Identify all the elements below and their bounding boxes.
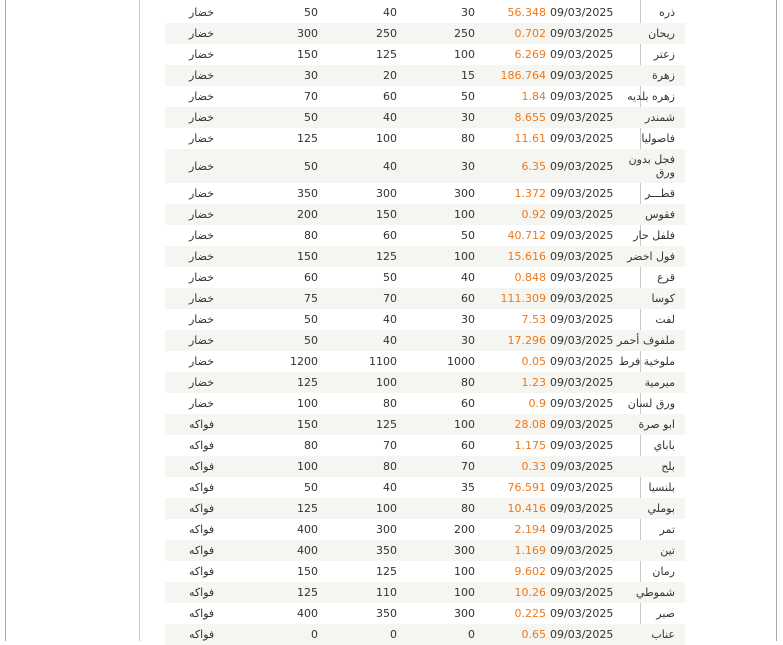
prices-table-wrapper	[165, 2, 675, 645]
cell-item-name: ابو صرة	[613, 414, 685, 435]
cell-min-price: 15	[399, 65, 477, 86]
cell-change: 40.712	[507, 229, 546, 242]
cell-change: 0.65	[477, 624, 548, 645]
table-row	[165, 288, 685, 309]
cell-date: 09/03/2025	[548, 498, 613, 519]
cell-avg-price: 125	[320, 414, 399, 435]
table-row	[165, 23, 685, 44]
cell-date: 09/03/2025	[548, 288, 613, 309]
table-row	[165, 183, 685, 204]
cell-date: 09/03/2025	[550, 523, 613, 536]
cell-change: 1.84	[521, 90, 546, 103]
cell-item-name: بلنسيا	[648, 481, 675, 494]
cell-date: 09/03/2025	[548, 107, 613, 128]
cell-change: 10.416	[477, 498, 548, 519]
cell-min-price: 300	[454, 607, 475, 620]
cell-category: خضار	[165, 149, 221, 183]
cell-min-price: 100	[454, 565, 475, 578]
cell-max-price: 100	[297, 397, 318, 410]
table-row	[165, 456, 685, 477]
cell-max-price: 400	[297, 523, 318, 536]
table-row	[165, 309, 685, 330]
cell-avg-price: 110	[320, 582, 399, 603]
cell-change: 0.702	[477, 23, 548, 44]
cell-category: خضار	[165, 330, 221, 351]
cell-min-price: 80	[399, 498, 477, 519]
cell-change: 76.591	[507, 481, 546, 494]
cell-avg-price: 150	[320, 204, 399, 225]
cell-change: 10.26	[477, 582, 548, 603]
cell-date: 09/03/2025	[548, 204, 613, 225]
cell-item-name: ميرمية	[613, 372, 685, 393]
cell-category: خضار	[165, 107, 221, 128]
cell-change: 1.23	[477, 372, 548, 393]
cell-category: فواكه	[165, 582, 221, 603]
cell-avg-price: 350	[320, 540, 399, 561]
cell-max-price: 30	[221, 65, 320, 86]
cell-category: خضار	[189, 90, 215, 103]
table-row	[165, 603, 685, 624]
cell-max-price: 200	[221, 204, 320, 225]
cell-avg-price: 250	[320, 23, 399, 44]
cell-date: 09/03/2025	[548, 372, 613, 393]
cell-max-price: 50	[221, 107, 320, 128]
cell-date: 09/03/2025	[550, 187, 613, 200]
cell-item-name: قرع	[657, 271, 675, 284]
cell-avg-price: 350	[376, 607, 397, 620]
cell-max-price: 80	[304, 229, 318, 242]
cell-change: 0.848	[514, 271, 546, 284]
cell-max-price: 150	[297, 48, 318, 61]
cell-item-name: ذره	[659, 6, 675, 19]
cell-item-name: تمر	[659, 523, 675, 536]
cell-item-name: زعتر	[653, 48, 675, 61]
cell-avg-price: 70	[383, 439, 397, 452]
cell-change: 0.92	[477, 204, 548, 225]
cell-max-price: 50	[221, 330, 320, 351]
cell-item-name: فجل بدون ورق	[613, 149, 685, 183]
cell-item-name: بلح	[613, 456, 685, 477]
cell-min-price: 300	[399, 540, 477, 561]
cell-date: 09/03/2025	[550, 48, 613, 61]
table-row	[165, 498, 685, 519]
table-row	[165, 330, 685, 351]
cell-change: 0.05	[521, 355, 546, 368]
cell-avg-price: 20	[320, 65, 399, 86]
cell-change: 0.9	[528, 397, 546, 410]
window-border-left	[5, 0, 6, 641]
cell-change: 9.602	[514, 565, 546, 578]
table-row	[165, 128, 685, 149]
cell-item-name: باباي	[653, 439, 675, 452]
cell-date: 09/03/2025	[550, 397, 613, 410]
cell-category: فواكه	[189, 523, 215, 536]
cell-min-price: 70	[399, 456, 477, 477]
prices-table	[165, 2, 685, 645]
cell-min-price: 60	[399, 288, 477, 309]
cell-category: خضار	[189, 132, 215, 145]
cell-min-price: 60	[461, 439, 475, 452]
cell-item-name: فول اخضر	[613, 246, 685, 267]
cell-date: 09/03/2025	[548, 414, 613, 435]
cell-avg-price: 60	[383, 229, 397, 242]
cell-date: 09/03/2025	[548, 330, 613, 351]
cell-max-price: 50	[304, 481, 318, 494]
table-row	[165, 107, 685, 128]
cell-avg-price: 125	[376, 565, 397, 578]
cell-category: فواكه	[189, 481, 215, 494]
cell-category: خضار	[189, 187, 215, 200]
table-row	[165, 519, 685, 540]
table-row	[165, 149, 685, 183]
cell-min-price: 30	[399, 107, 477, 128]
cell-change: 56.348	[507, 6, 546, 19]
cell-item-name: زهره بلديه	[627, 90, 675, 103]
cell-item-name: عناب	[613, 624, 685, 645]
cell-max-price: 1200	[290, 355, 318, 368]
table-row	[165, 540, 685, 561]
cell-date: 09/03/2025	[548, 149, 613, 183]
cell-max-price: 125	[221, 372, 320, 393]
cell-max-price: 300	[221, 23, 320, 44]
cell-change: 0.33	[477, 456, 548, 477]
cell-avg-price: 60	[383, 90, 397, 103]
cell-avg-price: 40	[320, 330, 399, 351]
table-row	[165, 624, 685, 645]
cell-avg-price: 80	[320, 456, 399, 477]
cell-date: 09/03/2025	[550, 481, 613, 494]
cell-item-name: قطـــر	[644, 187, 675, 200]
cell-avg-price: 0	[320, 624, 399, 645]
cell-category: فواكه	[189, 607, 215, 620]
cell-min-price: 200	[454, 523, 475, 536]
cell-avg-price: 70	[320, 288, 399, 309]
cell-date: 09/03/2025	[548, 582, 613, 603]
cell-max-price: 60	[304, 271, 318, 284]
cell-category: خضار	[189, 397, 215, 410]
cell-avg-price: 100	[320, 372, 399, 393]
cell-date: 09/03/2025	[548, 456, 613, 477]
cell-change: 1.372	[514, 187, 546, 200]
cell-item-name: ورق لسان	[627, 397, 675, 410]
cell-item-name: ملفوف أحمر	[613, 330, 685, 351]
cell-category: خضار	[165, 23, 221, 44]
cell-category: خضار	[165, 204, 221, 225]
cell-max-price: 125	[221, 498, 320, 519]
cell-category: فواكه	[189, 439, 215, 452]
cell-item-name: رمان	[652, 565, 675, 578]
table-row	[165, 372, 685, 393]
cell-item-name: فاصوليا	[641, 132, 675, 145]
cell-category: فواكه	[165, 624, 221, 645]
cell-category: خضار	[189, 229, 215, 242]
cell-change: 0.225	[514, 607, 546, 620]
cell-min-price: 40	[461, 271, 475, 284]
cell-category: خضار	[165, 65, 221, 86]
cell-date: 09/03/2025	[548, 540, 613, 561]
cell-max-price: 350	[297, 187, 318, 200]
cell-avg-price: 300	[376, 187, 397, 200]
cell-max-price: 0	[221, 624, 320, 645]
cell-category: خضار	[189, 6, 215, 19]
cell-date: 09/03/2025	[548, 246, 613, 267]
cell-item-name: بوملي	[613, 498, 685, 519]
cell-avg-price: 80	[383, 397, 397, 410]
cell-avg-price: 125	[320, 246, 399, 267]
cell-item-name: ريحان	[613, 23, 685, 44]
table-row	[165, 225, 685, 246]
cell-date: 09/03/2025	[550, 565, 613, 578]
cell-item-name: شموطي	[613, 582, 685, 603]
cell-max-price: 400	[297, 607, 318, 620]
cell-category: خضار	[189, 355, 215, 368]
cell-change: 11.61	[514, 132, 546, 145]
cell-change: 28.08	[477, 414, 548, 435]
cell-max-price: 100	[221, 456, 320, 477]
cell-category: خضار	[189, 313, 215, 326]
cell-min-price: 30	[399, 149, 477, 183]
cell-max-price: 150	[221, 246, 320, 267]
cell-item-name: صبر	[656, 607, 675, 620]
cell-item-name: زهرة	[613, 65, 685, 86]
cell-avg-price: 100	[376, 132, 397, 145]
cell-change: 8.655	[477, 107, 548, 128]
cell-avg-price: 50	[383, 271, 397, 284]
cell-item-name: تين	[613, 540, 685, 561]
cell-date: 09/03/2025	[550, 90, 613, 103]
cell-max-price: 125	[221, 582, 320, 603]
cell-min-price: 30	[461, 6, 475, 19]
cell-min-price: 100	[399, 582, 477, 603]
cell-min-price: 30	[399, 330, 477, 351]
cell-min-price: 50	[461, 229, 475, 242]
window-border-right	[776, 0, 777, 641]
cell-item-name: فلفل حار	[633, 229, 675, 242]
cell-max-price: 75	[221, 288, 320, 309]
table-row	[165, 86, 685, 107]
cell-change: 2.194	[514, 523, 546, 536]
cell-date: 09/03/2025	[550, 6, 613, 19]
cell-min-price: 100	[399, 204, 477, 225]
cell-min-price: 1000	[447, 355, 475, 368]
cell-avg-price: 300	[376, 523, 397, 536]
cell-min-price: 60	[461, 397, 475, 410]
cell-avg-price: 40	[383, 313, 397, 326]
cell-max-price: 50	[304, 313, 318, 326]
cell-change: 1.175	[514, 439, 546, 452]
cell-category: فواكه	[189, 565, 215, 578]
cell-item-name: فقوس	[613, 204, 685, 225]
cell-min-price: 30	[461, 313, 475, 326]
cell-category: خضار	[189, 48, 215, 61]
cell-max-price: 70	[304, 90, 318, 103]
cell-date: 09/03/2025	[550, 229, 613, 242]
cell-category: فواكه	[165, 498, 221, 519]
cell-category: فواكه	[165, 540, 221, 561]
cell-date: 09/03/2025	[550, 132, 613, 145]
table-row	[165, 246, 685, 267]
table-row	[165, 582, 685, 603]
cell-max-price: 150	[297, 565, 318, 578]
cell-min-price: 0	[399, 624, 477, 645]
cell-change: 6.35	[477, 149, 548, 183]
table-row	[165, 65, 685, 86]
cell-date: 09/03/2025	[550, 355, 613, 368]
cell-max-price: 50	[221, 149, 320, 183]
cell-change: 6.269	[514, 48, 546, 61]
cell-min-price: 50	[461, 90, 475, 103]
cell-date: 09/03/2025	[550, 271, 613, 284]
cell-max-price: 50	[304, 6, 318, 19]
table-row	[165, 414, 685, 435]
cell-min-price: 100	[399, 414, 477, 435]
cell-min-price: 250	[399, 23, 477, 44]
table-row	[165, 267, 685, 288]
table-row	[165, 477, 685, 498]
cell-date: 09/03/2025	[548, 23, 613, 44]
cell-avg-price: 40	[320, 107, 399, 128]
table-row	[165, 351, 685, 372]
cell-item-name: ملوخية فرط	[618, 355, 675, 368]
cell-avg-price: 1100	[369, 355, 397, 368]
cell-max-price: 80	[304, 439, 318, 452]
cell-max-price: 150	[221, 414, 320, 435]
cell-category: فواكه	[165, 456, 221, 477]
cell-max-price: 400	[221, 540, 320, 561]
cell-avg-price: 125	[376, 48, 397, 61]
table-row	[165, 393, 685, 414]
cell-change: 7.53	[521, 313, 546, 326]
cell-max-price: 125	[297, 132, 318, 145]
cell-category: فواكه	[165, 414, 221, 435]
cell-avg-price: 40	[383, 481, 397, 494]
cell-date: 09/03/2025	[550, 439, 613, 452]
cell-change: 15.616	[477, 246, 548, 267]
cell-change: 17.296	[477, 330, 548, 351]
table-row	[165, 204, 685, 225]
cell-min-price: 300	[454, 187, 475, 200]
cell-min-price: 35	[461, 481, 475, 494]
table-row	[165, 2, 685, 23]
cell-item-name: شمندر	[613, 107, 685, 128]
table-row	[165, 561, 685, 582]
cell-date: 09/03/2025	[548, 624, 613, 645]
cell-date: 09/03/2025	[550, 313, 613, 326]
cell-change: 186.764	[477, 65, 548, 86]
cell-avg-price: 40	[383, 6, 397, 19]
cell-category: خضار	[165, 246, 221, 267]
cell-min-price: 80	[399, 372, 477, 393]
cell-category: خضار	[165, 288, 221, 309]
table-row	[165, 44, 685, 65]
cell-category: خضار	[165, 372, 221, 393]
cell-avg-price: 100	[320, 498, 399, 519]
cell-item-name: كوسا	[613, 288, 685, 309]
cell-change: 1.169	[477, 540, 548, 561]
cell-min-price: 100	[399, 246, 477, 267]
cell-min-price: 100	[454, 48, 475, 61]
cell-min-price: 80	[461, 132, 475, 145]
cell-date: 09/03/2025	[548, 65, 613, 86]
cell-avg-price: 40	[320, 149, 399, 183]
cell-date: 09/03/2025	[550, 607, 613, 620]
cell-category: خضار	[189, 271, 215, 284]
table-row	[165, 435, 685, 456]
cell-change: 111.309	[477, 288, 548, 309]
cell-item-name: لفت	[655, 313, 675, 326]
